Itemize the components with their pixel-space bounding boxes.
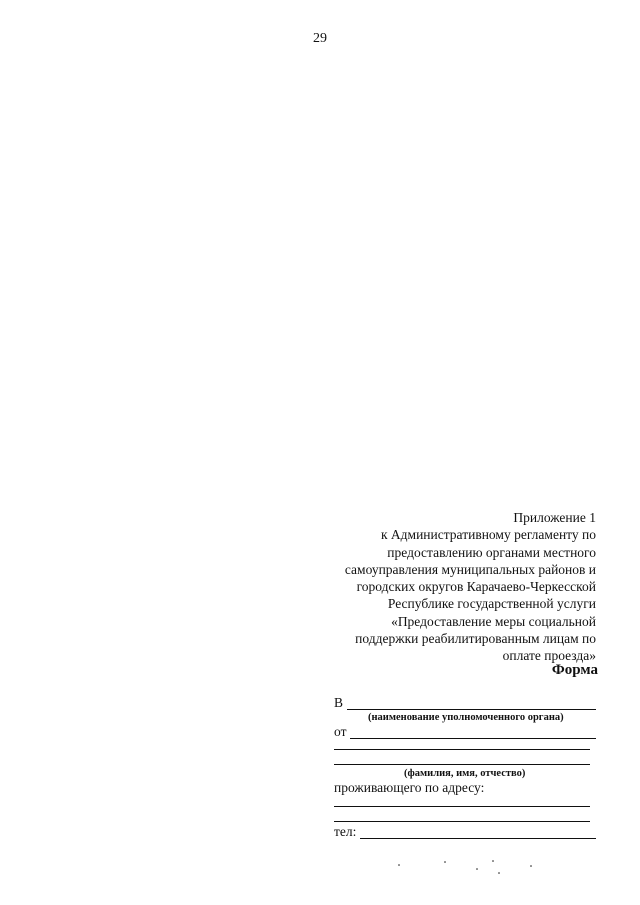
sender-line-3[interactable] [334,764,590,765]
recipient-label: В [334,695,344,710]
appendix-line: городских округов Карачаево-Черкесской [356,579,596,595]
appendix-line: самоуправления муниципальных районов и [344,561,596,577]
appendix-line: оплате проезда» [502,648,596,664]
phone-line[interactable] [360,826,596,839]
appendix-line: Республике государственной услуги [387,596,596,612]
form-title: Форма [551,662,598,678]
appendix-line: поддержки реабилитированным лицам по [355,631,596,647]
appendix-line: «Предоставление меры социальной [391,613,596,629]
sender-field[interactable] [334,725,596,739]
phone-label: тел: [334,824,357,839]
address-line-1[interactable] [334,806,590,807]
sender-caption: (фамилия, имя, отчество) [404,768,526,779]
address-line-2[interactable] [334,821,590,822]
sender-line-2[interactable] [334,749,590,750]
sender-line[interactable] [350,726,596,739]
phone-field[interactable] [334,825,596,839]
appendix-line: к Административному регламенту по [380,527,596,543]
appendix-line: предоставлению органами местного [387,544,596,560]
sender-label: от [334,724,347,739]
address-label: проживающего по адресу: [334,780,485,795]
appendix-line: Приложение 1 [513,510,596,525]
recipient-caption: (наименование уполномоченного органа) [368,712,564,723]
recipient-field[interactable] [334,696,596,710]
recipient-line[interactable] [347,697,596,710]
page-number: 29 [313,31,327,46]
scan-specks [380,858,540,878]
appendix-header [326,509,596,665]
